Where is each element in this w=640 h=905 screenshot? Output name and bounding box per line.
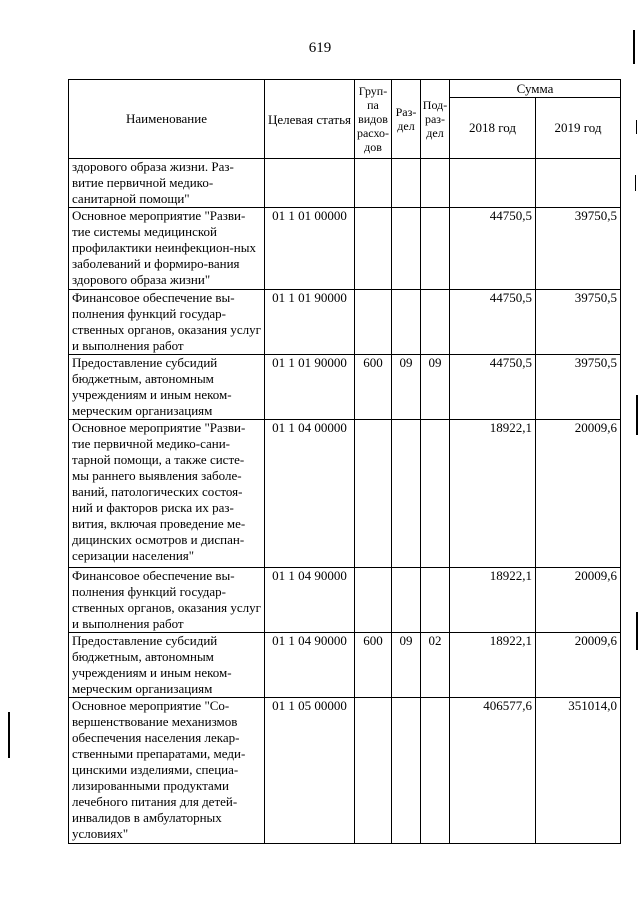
cell-group: [355, 420, 392, 568]
table-row: [69, 355, 621, 420]
scan-edge-mark: [635, 175, 636, 191]
cell-2019: 20009,6: [536, 568, 621, 633]
cell-2019: 39750,5: [536, 355, 621, 420]
budget-table: [68, 79, 621, 844]
cell-article: 01 1 04 90000: [265, 633, 355, 698]
cell-article: 01 1 04 00000: [265, 420, 355, 568]
cell-2018: 18922,1: [450, 420, 536, 568]
cell-2019: 20009,6: [536, 633, 621, 698]
cell-2018: [450, 159, 536, 208]
cell-section: 09: [392, 633, 421, 698]
cell-name: Основное мероприятие "Разви-тие системы медицинской профилактики неинфекцион-ных заболеваний и формиро-вания здорового образа жизни": [69, 208, 265, 290]
cell-group: [355, 208, 392, 290]
cell-subsection: [421, 208, 450, 290]
cell-name: Основное мероприятие "Со-вершенствование механизмов обеспечения населения лекар-ственными препаратами, меди-цинскими изделиями, специа-лизированными продуктами лечебного питания для детей-инвалидов в амбулаторных условиях": [69, 698, 265, 844]
cell-group: [355, 290, 392, 355]
cell-section: [392, 159, 421, 208]
table-row: [69, 568, 621, 633]
cell-group: [355, 698, 392, 844]
header-sum: Сумма: [450, 80, 621, 98]
cell-name: Финансовое обеспечение вы-полнения функций государ-ственных органов, оказания услуг и выполнения работ: [69, 290, 265, 355]
cell-subsection: 09: [421, 355, 450, 420]
cell-section: [392, 208, 421, 290]
cell-2019: 351014,0: [536, 698, 621, 844]
header-section: Раз-дел: [392, 80, 421, 159]
page-number: 619: [308, 40, 332, 56]
cell-subsection: [421, 420, 450, 568]
cell-group: [355, 568, 392, 633]
cell-section: [392, 568, 421, 633]
cell-2018: 18922,1: [450, 568, 536, 633]
cell-article: 01 1 01 90000: [265, 355, 355, 420]
scan-edge-mark: [633, 30, 635, 64]
table-row: [69, 208, 621, 290]
scan-edge-mark: [636, 120, 637, 134]
cell-section: 09: [392, 355, 421, 420]
cell-section: [392, 698, 421, 844]
cell-group: 600: [355, 633, 392, 698]
cell-group: 600: [355, 355, 392, 420]
cell-2018: 44750,5: [450, 208, 536, 290]
cell-article: 01 1 04 90000: [265, 568, 355, 633]
cell-article: 01 1 05 00000: [265, 698, 355, 844]
scan-edge-mark: [636, 612, 638, 650]
header-year-2018: 2018 год: [450, 98, 536, 159]
cell-2019: 39750,5: [536, 208, 621, 290]
cell-subsection: [421, 568, 450, 633]
scan-edge-mark: [636, 395, 638, 435]
scan-edge-mark: [8, 712, 10, 758]
cell-article: 01 1 01 00000: [265, 208, 355, 290]
cell-name: Основное мероприятие "Разви-тие первичной медико-сани-тарной помощи, а также систе-мы раннего выявления заболе-ваний, патологических состоя-ний и факторов риска их раз-вития, включая проведение ме-дицинских осмотров и диспан-серизации населения": [69, 420, 265, 568]
header-target-article: Целевая статья: [265, 80, 355, 159]
cell-article: 01 1 01 90000: [265, 290, 355, 355]
cell-section: [392, 420, 421, 568]
cell-subsection: [421, 290, 450, 355]
cell-name: Финансовое обеспечение вы-полнения функций государ-ственных органов, оказания услуг и выполнения работ: [69, 568, 265, 633]
cell-2019: [536, 159, 621, 208]
table-row: [69, 159, 621, 208]
cell-name: здорового образа жизни. Раз-витие первичной медико-санитарной помощи": [69, 159, 265, 208]
table-row: [69, 633, 621, 698]
header-year-2019: 2019 год: [536, 98, 621, 159]
cell-group: [355, 159, 392, 208]
cell-2018: 44750,5: [450, 290, 536, 355]
cell-2018: 44750,5: [450, 355, 536, 420]
cell-name: Предоставление субсидий бюджетным, автономным учреждениям и иным неком-мерческим организациям: [69, 633, 265, 698]
cell-subsection: 02: [421, 633, 450, 698]
cell-subsection: [421, 698, 450, 844]
cell-section: [392, 290, 421, 355]
table-row: [69, 420, 621, 568]
header-expense-group: Груп-па видов расхо-дов: [355, 80, 392, 159]
header-subsection: Под-раз-дел: [421, 80, 450, 159]
table-row: [69, 290, 621, 355]
cell-2018: 18922,1: [450, 633, 536, 698]
cell-article: [265, 159, 355, 208]
cell-2019: 39750,5: [536, 290, 621, 355]
cell-2019: 20009,6: [536, 420, 621, 568]
header-name: Наименование: [69, 80, 265, 159]
table-row: [69, 698, 621, 844]
cell-name: Предоставление субсидий бюджетным, автономным учреждениям и иным неком-мерческим организациям: [69, 355, 265, 420]
cell-subsection: [421, 159, 450, 208]
cell-2018: 406577,6: [450, 698, 536, 844]
